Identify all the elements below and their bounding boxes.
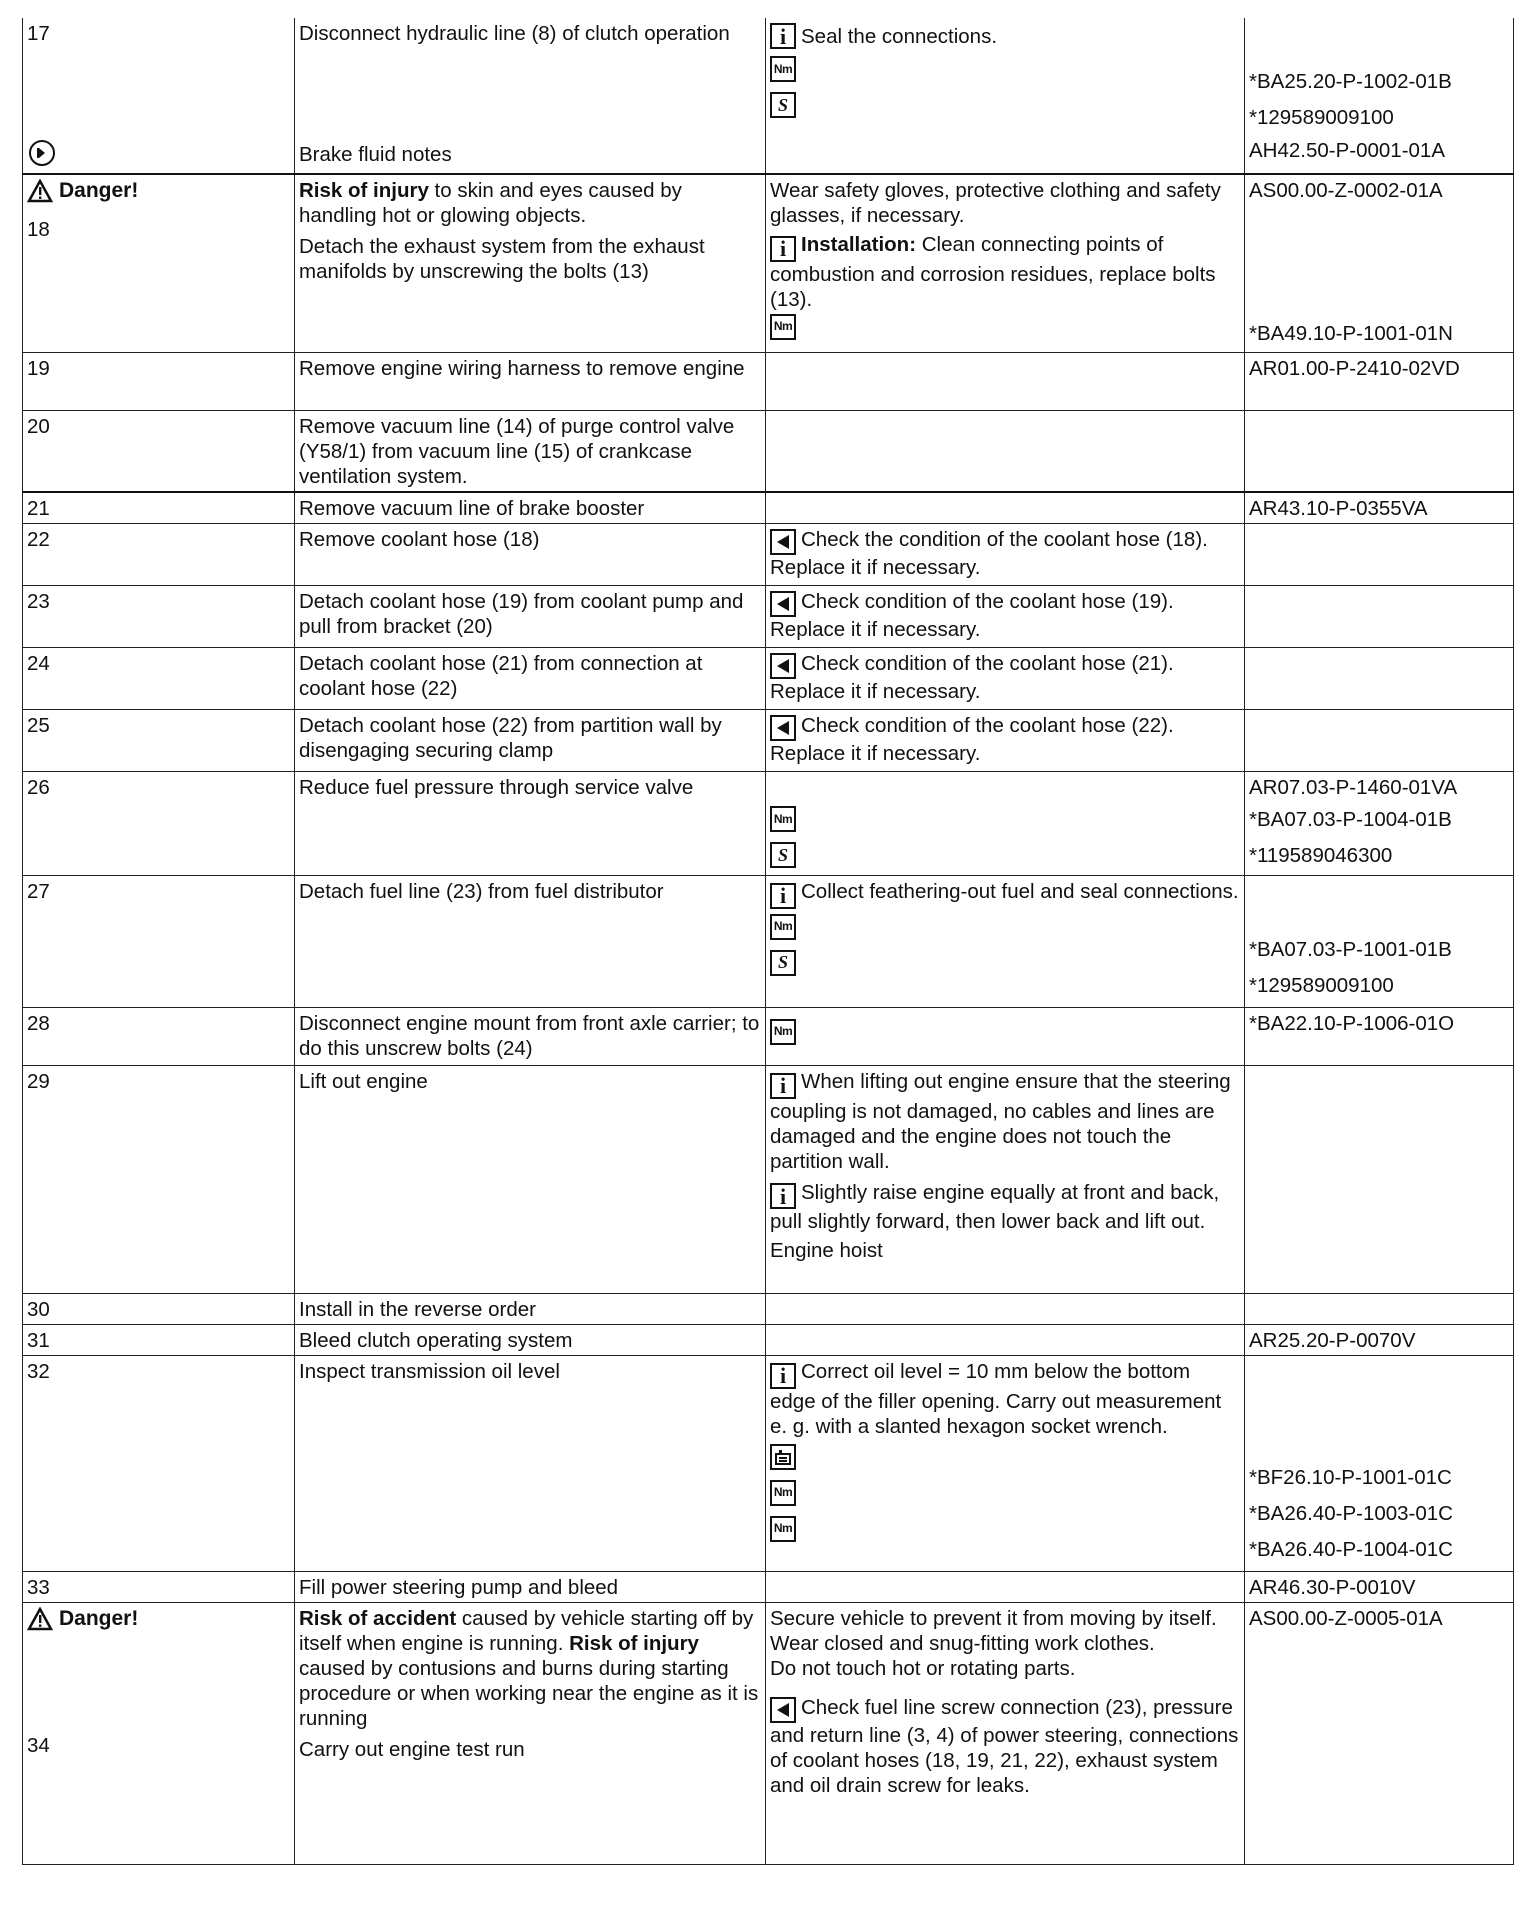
step-task: Install in the reverse order <box>299 1298 537 1321</box>
fluids-icon <box>770 1444 796 1470</box>
info-note <box>770 232 1240 312</box>
reference-link[interactable]: AR07.03-P-1460-01VA <box>1249 776 1458 799</box>
reference-link[interactable]: AR01.00-P-2410-02VD <box>1249 357 1460 380</box>
step-row-34 <box>23 1603 1514 1865</box>
torque-nm-icon: Nm <box>770 806 796 832</box>
step-number: 32 <box>27 1360 50 1383</box>
safety-note: Secure vehicle to prevent it from moving by itself. <box>770 1607 1217 1630</box>
reference-link[interactable]: AR25.20-P-0070V <box>1249 1329 1416 1352</box>
reference-link[interactable]: AS00.00-Z-0002-01A <box>1249 179 1443 202</box>
step-number: 25 <box>27 714 50 737</box>
procedure-table <box>22 18 1514 1865</box>
info-note: Correct oil level = 10 mm below the bottom edge of the filler opening. Carry out measurement e. g. with a slanted hexagon socket wrench. <box>770 1360 1222 1438</box>
reference-link[interactable]: *BA22.10-P-1006-01O <box>1249 1012 1455 1035</box>
reference-link[interactable]: *BF26.10-P-1001-01C <box>1249 1465 1452 1489</box>
step-number: 31 <box>27 1329 50 1352</box>
step-number: 23 <box>27 590 50 613</box>
step-row-25 <box>23 710 1514 772</box>
info-detail: Clean connecting points of combustion and corrosion residues, replace bolts (13). <box>770 233 1216 311</box>
risk-text <box>299 178 761 228</box>
step-number: 30 <box>27 1298 50 1321</box>
step-number: 33 <box>27 1576 50 1599</box>
check-note: Check condition of the coolant hose (19). Replace it if necessary. <box>770 590 1174 641</box>
step-task: Fill power steering pump and bleed <box>299 1576 619 1599</box>
step-row-27 <box>23 876 1514 1008</box>
step-task: Detach fuel line (23) from fuel distributor <box>299 880 664 903</box>
step-number: 18 <box>27 218 50 241</box>
danger-label <box>27 1606 290 1631</box>
step-row-18 <box>23 174 1514 353</box>
step-number: 27 <box>27 880 50 903</box>
risk-detail: caused by contusions and burns during starting procedure or when working near the engine as it is running <box>299 1657 759 1730</box>
step-row-17 <box>23 18 1514 174</box>
special-tool-icon: S <box>770 842 796 868</box>
step-task: Detach the exhaust system from the exhaust manifolds by unscrewing the bolts (13) <box>299 235 705 283</box>
info-bold: Installation: <box>801 233 917 256</box>
reference-link[interactable]: AS00.00-Z-0005-01A <box>1249 1607 1443 1630</box>
brake-fluid-icon <box>29 140 55 166</box>
special-tool-icon: S <box>770 950 796 976</box>
info-icon: i <box>770 883 796 909</box>
safety-note: Do not touch hot or rotating parts. <box>770 1657 1076 1680</box>
info-icon: i <box>770 1363 796 1389</box>
step-number: 34 <box>27 1734 50 1757</box>
step-number: 22 <box>27 528 50 551</box>
reference-link[interactable]: *BA26.40-P-1003-01C <box>1249 1501 1453 1525</box>
step-task: Remove engine wiring harness to remove engine <box>299 357 745 380</box>
reference-link[interactable]: AH42.50-P-0001-01A <box>1249 138 1446 162</box>
step-row-33 <box>23 1572 1514 1603</box>
info-note: Collect feathering-out fuel and seal connections. <box>801 880 1239 903</box>
step-number: 26 <box>27 776 50 799</box>
check-note: Check the condition of the coolant hose (18). Replace it if necessary. <box>770 528 1208 579</box>
reference-link[interactable]: *119589046300 <box>1249 843 1393 867</box>
safety-note: Wear safety gloves, protective clothing and safety glasses, if necessary. <box>770 179 1221 227</box>
step-task: Bleed clutch operating system <box>299 1329 573 1352</box>
torque-nm-icon: Nm <box>770 1480 796 1506</box>
step-row-22 <box>23 524 1514 586</box>
risk-bold: Risk of injury <box>299 179 429 202</box>
danger-label <box>27 178 290 203</box>
step-task: Remove coolant hose (18) <box>299 528 540 551</box>
warning-triangle-icon <box>27 1607 53 1631</box>
info-icon: i <box>770 1183 796 1209</box>
step-row-26 <box>23 772 1514 876</box>
check-note: Check fuel line screw connection (23), pressure and return line (3, 4) of power steering, connections of coolant hoses (18, 19, 21, 22), exhaust system and oil drain screw for leaks. <box>770 1696 1239 1797</box>
step-task: Brake fluid notes <box>299 143 452 166</box>
torque-nm-icon: Nm <box>770 914 796 940</box>
danger-text: Danger! <box>59 1607 139 1630</box>
reference-link[interactable]: *BA26.40-P-1004-01C <box>1249 1537 1453 1561</box>
step-task: Detach coolant hose (21) from connection at coolant hose (22) <box>299 652 703 700</box>
info-icon: i <box>770 236 796 262</box>
step-row-32 <box>23 1356 1514 1572</box>
step-row-31 <box>23 1325 1514 1356</box>
check-triangle-icon <box>770 715 796 741</box>
step-row-20 <box>23 411 1514 493</box>
check-triangle-icon <box>770 591 796 617</box>
reference-link[interactable]: *BA49.10-P-1001-01N <box>1249 322 1453 345</box>
reference-link[interactable]: AR43.10-P-0355VA <box>1249 497 1428 520</box>
reference-link[interactable]: *BA07.03-P-1001-01B <box>1249 937 1452 961</box>
step-row-30 <box>23 1294 1514 1325</box>
info-note: When lifting out engine ensure that the steering coupling is not damaged, no cables and lines are damaged and the engine does not touch the partition wall. <box>770 1070 1231 1173</box>
step-task: Disconnect hydraulic line (8) of clutch operation <box>299 22 730 45</box>
check-triangle-icon <box>770 1697 796 1723</box>
step-row-21 <box>23 492 1514 524</box>
info-icon: i <box>770 23 796 49</box>
step-number: 29 <box>27 1070 50 1093</box>
step-task: Detach coolant hose (19) from coolant pump and pull from bracket (20) <box>299 590 744 638</box>
check-note: Check condition of the coolant hose (22). Replace it if necessary. <box>770 714 1174 765</box>
check-triangle-icon <box>770 653 796 679</box>
step-number: 28 <box>27 1012 50 1035</box>
warning-triangle-icon <box>27 179 53 203</box>
reference-link[interactable]: *129589009100 <box>1249 105 1394 129</box>
step-row-29 <box>23 1066 1514 1294</box>
risk-bold: Risk of injury <box>569 1632 699 1655</box>
step-row-24 <box>23 648 1514 710</box>
step-number: 17 <box>27 22 50 45</box>
step-task: Remove vacuum line (14) of purge control valve (Y58/1) from vacuum line (15) of crankcase ventilation system. <box>299 415 735 488</box>
danger-text: Danger! <box>59 179 139 202</box>
info-icon: i <box>770 1073 796 1099</box>
step-task: Disconnect engine mount from front axle carrier; to do this unscrew bolts (24) <box>299 1012 760 1060</box>
torque-nm-icon: Nm <box>770 314 796 340</box>
step-number: 21 <box>27 497 50 520</box>
risk-detail: to skin and eyes caused by handling hot or glowing objects. <box>299 179 682 227</box>
reference-link[interactable]: *BA25.20-P-1002-01B <box>1249 69 1452 93</box>
step-number: 24 <box>27 652 50 675</box>
step-row-28 <box>23 1008 1514 1066</box>
tool-note: Engine hoist <box>770 1239 883 1262</box>
reference-link[interactable]: *129589009100 <box>1249 973 1394 997</box>
special-tool-icon: S <box>770 92 796 118</box>
step-task: Inspect transmission oil level <box>299 1360 560 1383</box>
reference-link[interactable]: *BA07.03-P-1004-01B <box>1249 807 1452 831</box>
check-note: Check condition of the coolant hose (21). Replace it if necessary. <box>770 652 1174 703</box>
step-task: Remove vacuum line of brake booster <box>299 497 645 520</box>
safety-note: Wear closed and snug-fitting work clothes. <box>770 1632 1155 1655</box>
step-task: Reduce fuel pressure through service valve <box>299 776 694 799</box>
risk-detail: caused by vehicle starting off by itself when engine is running. <box>299 1607 754 1655</box>
torque-nm-icon: Nm <box>770 56 796 82</box>
risk-text <box>299 1606 761 1731</box>
reference-link[interactable]: AR46.30-P-0010V <box>1249 1576 1416 1599</box>
step-number: 20 <box>27 415 50 438</box>
torque-nm-icon: Nm <box>770 1019 796 1045</box>
step-task: Carry out engine test run <box>299 1738 525 1761</box>
step-task: Lift out engine <box>299 1070 428 1093</box>
step-row-19 <box>23 353 1514 411</box>
check-triangle-icon <box>770 529 796 555</box>
risk-bold: Risk of accident <box>299 1607 457 1630</box>
step-number: 19 <box>27 357 50 380</box>
info-note: Slightly raise engine equally at front and back, pull slightly forward, then lower back and lift out. <box>770 1180 1220 1233</box>
torque-nm-icon: Nm <box>770 1516 796 1542</box>
step-row-23 <box>23 586 1514 648</box>
step-task: Detach coolant hose (22) from partition wall by disengaging securing clamp <box>299 714 722 762</box>
info-note: Seal the connections. <box>801 24 998 48</box>
